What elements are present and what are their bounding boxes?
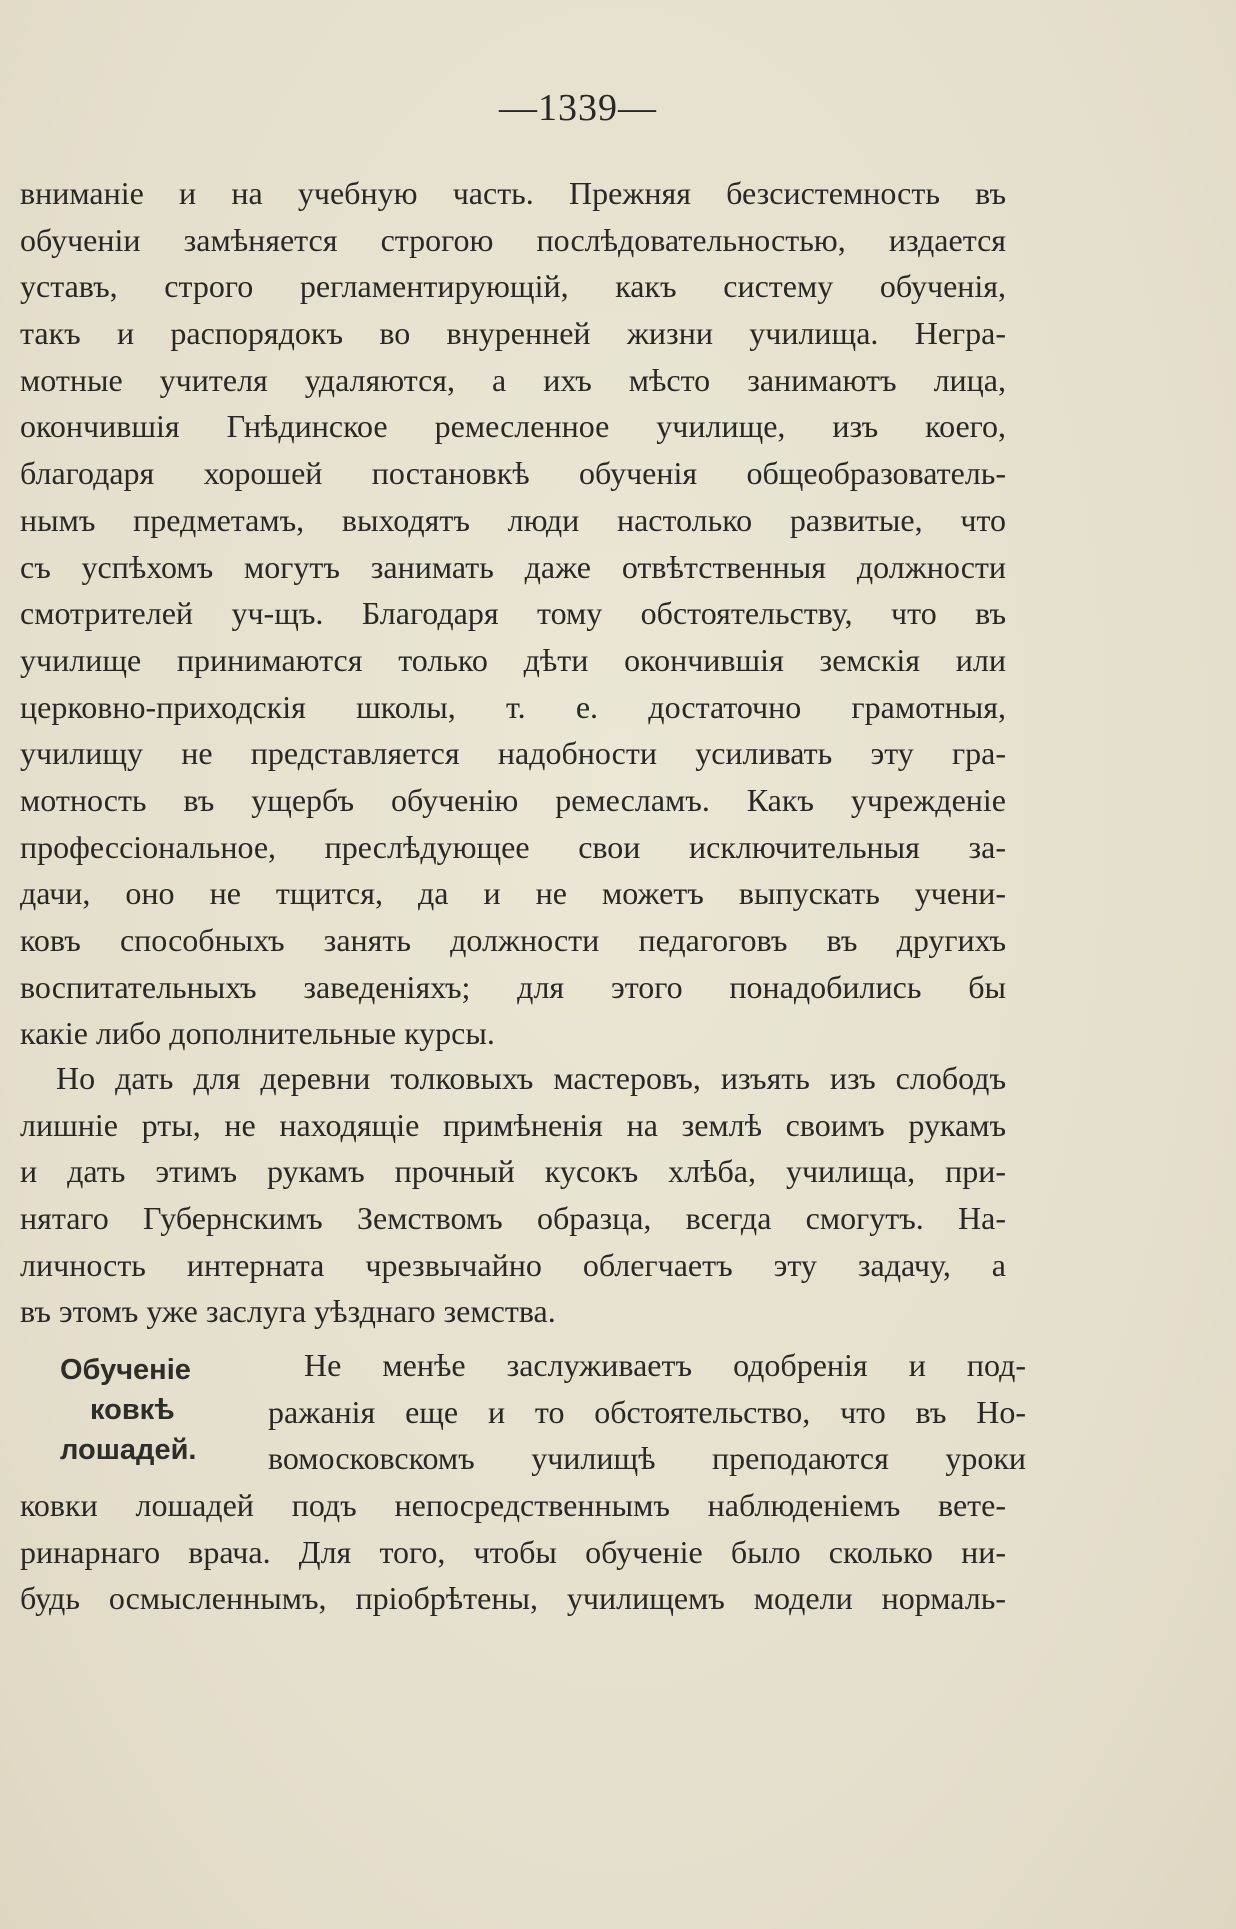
text-line: окончившія Гнѣдинское ремесленное училище, изъ коего,	[20, 408, 1006, 445]
text-line: въ этомъ уже заслуга уѣзднаго земства.	[20, 1293, 556, 1330]
text-line: какіе либо дополнительные курсы.	[20, 1015, 495, 1052]
text-line: и дать этимъ рукамъ прочный кусокъ хлѣба, училища, при-	[20, 1153, 1006, 1190]
margin-note-line: Обученіе	[60, 1354, 191, 1386]
text-line: вомосковскомъ училищѣ преподаются уроки	[268, 1440, 1026, 1477]
text-line: училищу не представляется надобности усиливать эту гра-	[20, 735, 1006, 772]
text-line: лишніе рты, не находящіе примѣненія на землѣ своимъ рукамъ	[20, 1106, 1006, 1143]
text-line: благодаря хорошей постановкѣ обученія общеобразователь-	[20, 455, 1006, 492]
text-line: ринарнаго врача. Для того, чтобы обученіе было сколько ни-	[20, 1533, 1006, 1570]
text-line: профессіональное, преслѣдующее свои исключительныя за-	[20, 828, 1006, 865]
text-line: съ успѣхомъ могутъ занимать даже отвѣтственныя должности	[20, 548, 1006, 585]
text-line: ковки лошадей подъ непосредственнымъ наблюденіемъ вете-	[20, 1487, 1006, 1523]
text-line: обученіи замѣняется строгою послѣдовательностью, издается	[20, 221, 1006, 258]
text-line: будь осмысленнымъ, пріобрѣтены, училищемъ модели нормаль-	[20, 1580, 1006, 1617]
paragraph-1	[20, 170, 1006, 1057]
text-line: дачи, оно не тщится, да и не можетъ выпускать учени-	[20, 875, 1006, 912]
paragraph-3-full-lines	[20, 1482, 1006, 1622]
page-number: —1339—	[499, 87, 657, 129]
text-line: ражанія еще и то обстоятельство, что въ Но-	[268, 1393, 1026, 1430]
text-line: нымъ предметамъ, выходятъ люди настолько развитые, что	[20, 501, 1006, 538]
text-line: мотные учителя удаляются, а ихъ мѣсто занимаютъ лица,	[20, 361, 1006, 398]
paragraph-2	[20, 1055, 1006, 1335]
text-line: церковно-приходскія школы, т. е. достаточно грамотныя,	[20, 688, 1006, 725]
text-line: Не менѣе заслуживаетъ одобренія и под-	[304, 1347, 1026, 1383]
text-line: мотность въ ущербъ обученію ремесламъ. Какъ учрежденіе	[20, 781, 1006, 818]
text-line: нятаго Губернскимъ Земствомъ образца, всегда смогутъ. На-	[20, 1200, 1006, 1237]
margin-note-line: ковкѣ	[90, 1394, 175, 1426]
text-line: ковъ способныхъ занять должности педагоговъ въ другихъ	[20, 922, 1006, 958]
text-line: такъ и распорядокъ во внуренней жизни училища. Негра-	[20, 315, 1006, 352]
margin-note-line: лошадей.	[60, 1434, 197, 1466]
margin-note	[60, 1350, 250, 1470]
text-line: Но дать для деревни толковыхъ мастеровъ, изъять изъ слободъ	[56, 1060, 1006, 1096]
text-line: воспитательныхъ заведеніяхъ; для этого понадобились бы	[20, 968, 1006, 1005]
paragraph-3-wrapped-lines	[268, 1342, 1026, 1482]
text-line: уставъ, строго регламентирующій, какъ систему обученія,	[20, 268, 1006, 305]
text-line: вниманіе и на учебную часть. Прежняя безсистемность въ	[20, 175, 1006, 211]
text-line: личность интерната чрезвычайно облегчаетъ эту задачу, а	[20, 1246, 1006, 1283]
text-line: смотрителей уч-щъ. Благодаря тому обстоятельству, что въ	[20, 595, 1006, 632]
text-line: училище принимаются только дѣти окончившія земскія или	[20, 641, 1006, 678]
